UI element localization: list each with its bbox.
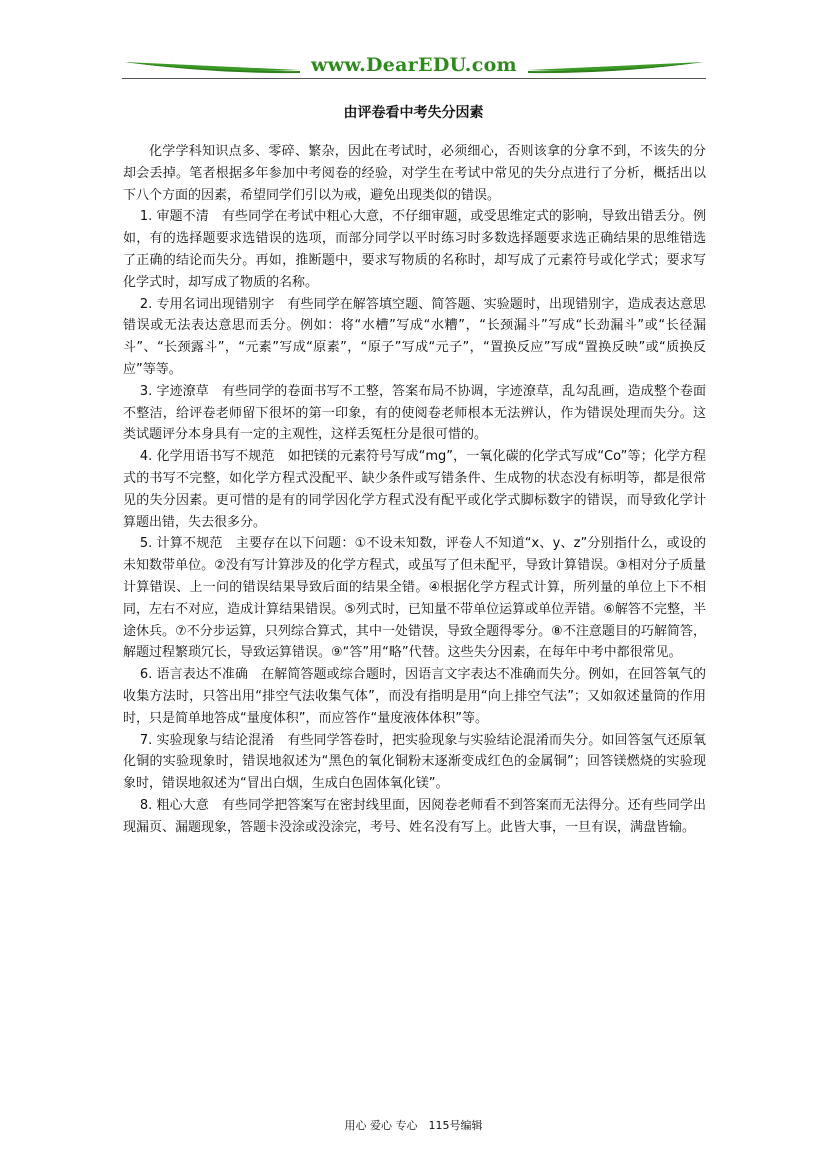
item-paragraph: 5. 计算不规范 主要存在以下问题：①不设未知数，评卷人不知道“x、y、z”分别指什么，或设的未知数带单位。②没有写计算涉及的化学方程式，或虽写了但未配平，导致计算错误。③相对分子质量计算错误、上一问的错误结果导致后面的结果全错。④根据化学方程式计算，所列量的单位上下不相同，左右不对应，造成计算结果错误。⑤列式时，已知量不带单位运算或单位弄错。⑥解答不完整，半途休兵。⑦不分步运算，只列综合算式，其中一处错误，导致全题得零分。⑧不注意题目的巧解简答，解题过程繁琐冗长，导致运算错误。⑨“答”用“略”代替。这些失分因素，在每年中考中都很常见。 [123,536,706,661]
intro-paragraph: 化学学科知识点多、零碎、繁杂，因此在考试时，必须细心，否则该拿的分拿不到，不该失的分却会丢掉。笔者根据多年参加中考阅卷的经验，对学生在考试中常见的失分点进行了分析，概括出以下八个方面的因素，希望同学们引以为戒，避免出现类似的错误。 [123,144,706,203]
item-paragraph: 7. 实验现象与结论混淆 有些同学答卷时，把实验现象与实验结论混淆而失分。如回答氢气还原氧化铜的实验现象时，错误地叙述为“黑色的氧化铜粉末逐渐变成红色的金属铜”；回答镁燃烧的实验现象时，错误地叙述为“冒出白烟，生成白色固体氧化镁”。 [123,732,706,792]
page-header [122,52,706,82]
site-logo-text: www.DearEDU.com [311,54,517,76]
item-paragraph: 3. 字迹潦草 有些同学的卷面书写不工整，答案布局不协调，字迹潦草，乱勾乱画，造成整个卷面不整洁，给评卷老师留下很坏的第一印象，有的使阅卷老师根本无法辨认，作为错误处理而失分。这类试题评分本身具有一定的主观性，这样丢冤枉分是很可惜的。 [123,383,706,443]
item-paragraph: 8. 粗心大意 有些同学把答案写在密封线里面，因阅卷老师看不到答案而无法得分。还有些同学出现漏页、漏题现象，答题卡没涂或没涂完，考号、姓名没有写上。此皆大事，一旦有误，满盘皆输。 [123,797,706,835]
document-title: 由评卷看中考失分因素 [343,105,484,121]
item-paragraph: 1. 审题不清 有些同学在考试中粗心大意，不仔细审题，或受思维定式的影响，导致出错丢分。例如，有的选择题要求选错误的选项，而部分同学以平时练习时多数选择题要求选正确结果的思维错选了正确的结论而失分。再如，推断题中，要求写物质的名称时，却写成了元素符号或化学式；要求写化学式时，却写成了物质的名称。 [123,209,706,290]
document-body [123,141,706,839]
header-rule [122,78,706,79]
item-paragraph: 6. 语言表达不准确 在解简答题或综合题时，因语言文字表达不准确而失分。例如，在回答氧气的收集方法时，只答出用“排空气法收集气体”，而没有指明是用“向上排空气法”；又如叙述量筒的作用时，只是简单地答成“量度体积”，而应答作“量度液体体积”等。 [123,667,706,726]
item-paragraph: 4. 化学用语书写不规范 如把镁的元素符号写成“mg”，一氧化碳的化学式写成“Co”等；化学方程式的书写不完整，如化学方程式没配平、缺少条件或写错条件、生成物的状态没有标明等，都是很常见的失分因素。更可惜的是有的同学因化学方程式没有配平或化学式脚标数字的错误，而导致化学计算题出错，失去很多分。 [123,449,706,530]
item-paragraph: 2. 专用名词出现错别字 有些同学在解答填空题、简答题、实验题时，出现错别字，造成表达意思错误或无法表达意思而丢分。例如：将“水槽”写成“水糟”，“长颈漏斗”写成“长劲漏斗”或“长径漏斗”、“长颈露斗”，“元素”写成“原素”，“原子”写成“元子”，“置换反应”写成“置换反映”或“质换反应”等等。 [123,296,706,377]
page-footer: 用心 爱心 专心 115号编辑 [344,1119,483,1132]
